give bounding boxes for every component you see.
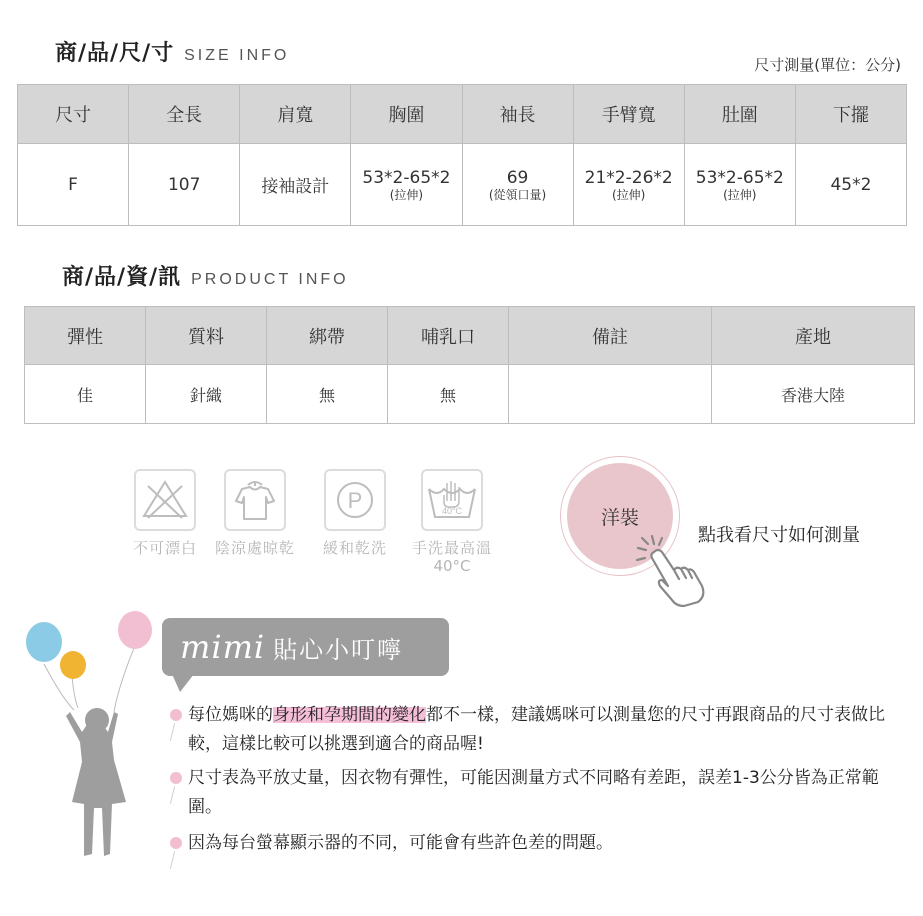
hand-wash-40-icon [421,469,483,531]
size-header-cell: 袖長 [462,85,573,144]
size-header-cell: 下擺 [795,85,906,144]
tip-text-before: 每位媽咪的 [188,705,273,725]
tip-text: 因為每台螢幕顯示器的不同，可能會有些許色差的問題。 [188,833,613,853]
size-header-cell: 全長 [129,85,240,144]
tip-highlight: 身形和孕期間的變化 [273,705,426,725]
sleeve-value: 69 [506,167,529,188]
product-title-zh: 商/品/資/訊 [62,265,182,290]
svg-text:P: P [347,488,363,513]
size-header-row [18,85,907,144]
shoulder-value: 接袖設計 [261,177,330,197]
product-header-cell: 質料 [146,307,267,365]
remarks-value [509,365,712,424]
care-label-temp: 40°C [433,557,471,575]
orange-balloon [60,651,86,679]
arm-note: (拉伸) [612,187,646,202]
tip-text-after: 都不一樣，建議媽咪可以測量您的尺寸再跟商品的尺寸表做比較，這樣比較可以挑選到適合的商品喔! [188,705,885,754]
size-title-zh: 商/品/尺/寸 [55,41,175,66]
care-item [123,469,207,558]
size-cell [18,144,129,226]
size-cell [129,144,240,226]
bullet-dot-icon [170,772,182,784]
chest-note: (拉伸) [389,187,424,202]
how-to-measure-link[interactable]: 點我看尺寸如何測量 [698,525,860,546]
blue-balloon [26,622,62,662]
size-cell [795,144,906,226]
product-table [24,306,915,424]
elasticity-value: 佳 [25,365,146,424]
pink-balloon [118,611,152,649]
size-section-title [55,36,289,67]
tip-item [170,764,900,822]
size-header-cell: 肚圍 [684,85,795,144]
product-header-cell: 備註 [509,307,712,365]
arm-value: 21*2-26*2 [584,167,673,188]
tips-header [162,618,449,676]
size-cell [240,144,351,226]
size-cell [684,144,795,226]
dress-measure-label: 洋裝 [567,463,673,569]
bullet-line [170,723,175,741]
bullet-dot-icon [170,709,182,721]
tie-value: 無 [267,365,388,424]
girl-silhouette [66,708,126,856]
belly-value: 53*2-65*2 [695,167,784,188]
balloon-girl-illustration [22,608,162,892]
size-header-cell: 肩寬 [240,85,351,144]
bullet-line [170,786,175,804]
hem-value: 45*2 [830,174,872,195]
product-header-row [25,307,915,365]
size-cell [573,144,684,226]
product-section-title [62,260,349,291]
gentle-dry-clean-icon [324,469,386,531]
sleeve-note: (從領口量) [488,187,547,202]
size-title-en: SIZE INFO [184,47,290,64]
size-header-cell: 胸圍 [351,85,462,144]
unit-note: 尺寸測量(單位：公分) [754,56,901,74]
size-cell [351,144,462,226]
length-value: 107 [167,174,201,195]
tip-text: 尺寸表為平放丈量，因衣物有彈性，可能因測量方式不同略有差距，誤差1-3公分皆為正常範圍。 [188,768,879,817]
bullet-dot-icon [170,837,182,849]
care-label: 不可漂白 [132,539,197,557]
nursing-value: 無 [388,365,509,424]
care-item [313,469,397,558]
product-data-row [25,365,915,424]
product-header-cell: 綁帶 [267,307,388,365]
tips-brand: mimi [180,628,266,666]
size-header-cell: 手臂寬 [573,85,684,144]
care-label: 手洗最高溫 [411,539,492,557]
belly-note: (拉伸) [723,187,757,202]
wash-temp-badge: 40°C [441,506,463,516]
tips-title: 貼心小叮嚀 [273,635,404,664]
size-value: F [68,174,78,195]
chest-value: 53*2-65*2 [362,167,451,188]
tip-text [188,701,900,759]
no-bleach-icon [134,469,196,531]
bullet-line [170,851,175,869]
tip-item [170,829,900,858]
care-item [410,469,494,574]
care-label: 陰涼處晾乾 [214,539,295,557]
care-label: 緩和乾洗 [322,539,387,557]
size-cell [462,144,573,226]
tip-item [170,701,900,759]
care-item [213,469,297,558]
product-header-cell: 哺乳口 [388,307,509,365]
origin-value: 香港大陸 [712,365,915,424]
size-data-row [18,144,907,226]
size-table [17,84,907,226]
material-value: 針織 [146,365,267,424]
product-header-cell: 產地 [712,307,915,365]
shade-dry-icon [224,469,286,531]
product-title-en: PRODUCT INFO [191,271,349,288]
product-header-cell: 彈性 [25,307,146,365]
size-header-cell: 尺寸 [18,85,129,144]
